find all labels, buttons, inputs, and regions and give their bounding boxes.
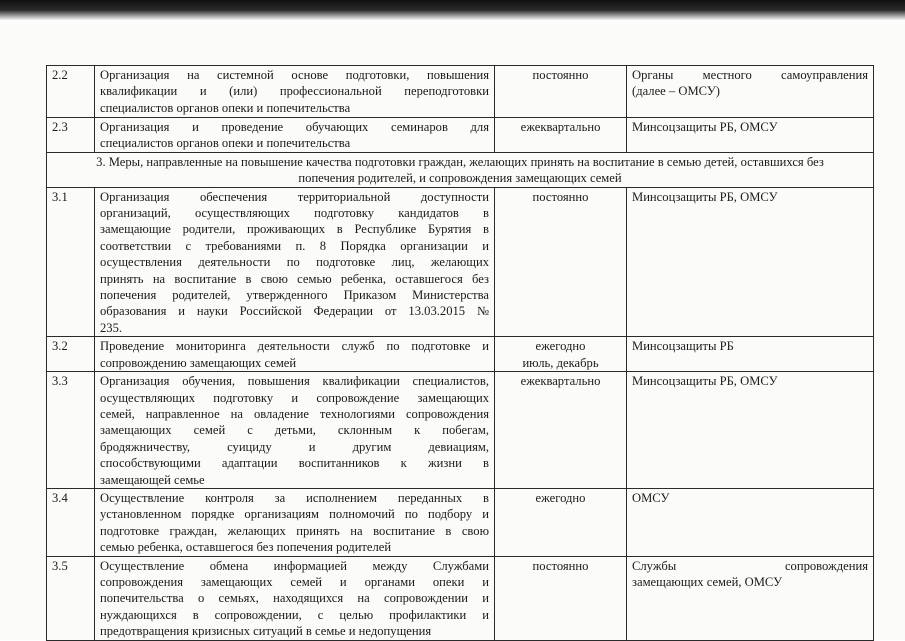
term-cell bbox=[495, 488, 627, 556]
table-row bbox=[47, 187, 874, 337]
term-line: постоянно bbox=[532, 189, 589, 204]
executor-line: (далее – ОМСУ) bbox=[632, 84, 720, 99]
item-number: 3.5 bbox=[47, 556, 95, 640]
term-cell: постоянно bbox=[495, 66, 627, 118]
activity-line: образования и науки Российской Федерации от 13.03.2015 № bbox=[100, 304, 489, 319]
activity-line: установленном порядке организациям полномочий по подбору и bbox=[100, 507, 489, 522]
term-cell bbox=[495, 337, 627, 372]
activity-line: предотвращения кризисных ситуаций в семье и недопущения bbox=[100, 624, 432, 639]
activity-line: Осуществление обмена информацией между Службами bbox=[100, 558, 489, 573]
table-row bbox=[47, 337, 874, 372]
activity-line: принять на воспитание в свою семью ребенка, оставшегося без bbox=[100, 271, 489, 286]
executor-cell bbox=[627, 556, 874, 640]
activity-cell bbox=[95, 118, 495, 153]
executor-line: Органы местного самоуправления bbox=[632, 68, 868, 82]
activity-line: специалистов органов опеки и попечительства bbox=[100, 136, 351, 151]
executor-cell bbox=[627, 372, 874, 489]
activity-line: Организация обеспечения территориальной доступности bbox=[100, 189, 489, 204]
executor-cell bbox=[627, 187, 874, 337]
activity-line: Организация на системной основе подготовки, повышения bbox=[100, 68, 489, 82]
activity-line: Осуществление контроля за исполнением переданных в bbox=[100, 490, 489, 505]
executor-line: замещающих семей, ОМСУ bbox=[632, 574, 783, 589]
measures-table bbox=[46, 65, 874, 641]
table-body-part-2 bbox=[47, 66, 874, 153]
executor-cell bbox=[627, 337, 874, 372]
item-number: 3.2 bbox=[47, 337, 95, 372]
executor-line: Минсоцзащиты РБ, ОМСУ bbox=[632, 189, 778, 204]
term-cell bbox=[495, 187, 627, 337]
activity-line: организаций, осуществляющих подготовку кандидатов в bbox=[100, 206, 489, 221]
activity-line: Проведение мониторинга деятельности служб по подготовке и bbox=[100, 339, 489, 354]
section-3-header bbox=[47, 152, 874, 187]
item-number: 3.4 bbox=[47, 488, 95, 556]
section-3-title bbox=[47, 152, 874, 187]
activity-line: нуждающихся в сопровождении, с целью профилактики и bbox=[100, 607, 489, 622]
term-cell bbox=[495, 556, 627, 640]
term-line: ежегодно bbox=[535, 339, 586, 354]
activity-line: специалистов органов опеки и попечительства bbox=[100, 100, 351, 115]
section-title-line: попечения родителей, и сопровождения замещающих семей bbox=[298, 171, 622, 186]
executor-cell bbox=[627, 488, 874, 556]
activity-line: сопровождению замещающих семей bbox=[100, 355, 297, 370]
term-line: ежеквартально bbox=[520, 374, 601, 389]
activity-line: семью ребенка, оставшегося без попечения родителей bbox=[100, 540, 392, 555]
activity-line: 235. bbox=[100, 320, 123, 335]
item-number: 3.1 bbox=[47, 187, 95, 337]
activity-line: сопровождения замещающих семей и органами опеки и bbox=[100, 574, 489, 589]
table-body-part-3 bbox=[47, 187, 874, 640]
scan-top-edge bbox=[0, 0, 905, 20]
activity-line: замещающие родители, проживающих в Республике Бурятия в bbox=[100, 222, 489, 237]
table-row bbox=[47, 118, 874, 153]
activity-line: Организация и проведение обучающих семинаров для bbox=[100, 120, 489, 134]
activity-line: бродяжничеству, суициду и другим девиациям, bbox=[100, 439, 489, 454]
executor-line: Службы сопровождения bbox=[632, 558, 868, 573]
activity-line: Организация обучения, повышения квалификации специалистов, bbox=[100, 374, 489, 389]
activity-cell bbox=[95, 66, 495, 118]
activity-line: замещающих семей с детьми, склонным к побегам, bbox=[100, 423, 489, 438]
executor-line: Минсоцзащиты РБ bbox=[632, 339, 734, 354]
activity-line: попечительства о семьях, находящихся на сопровождении и bbox=[100, 591, 489, 606]
activity-line: подготовке граждан, желающих принять на воспитание в свою bbox=[100, 523, 489, 538]
activity-cell bbox=[95, 337, 495, 372]
term-line: ежегодно bbox=[535, 490, 586, 505]
activity-cell bbox=[95, 488, 495, 556]
activity-line: осуществления деятельности по подготовке лиц, желающих bbox=[100, 255, 489, 270]
item-number: 2.2 bbox=[47, 66, 95, 118]
activity-line: семей, направленное на овладение технологиями сопровождения bbox=[100, 406, 489, 421]
activity-cell bbox=[95, 556, 495, 640]
section-row bbox=[47, 152, 874, 187]
executor-line: ОМСУ bbox=[632, 490, 670, 505]
table-row bbox=[47, 66, 874, 118]
term-cell: ежеквартально bbox=[495, 118, 627, 153]
activity-line: осуществляющих подготовку и сопровождение замещающих bbox=[100, 390, 489, 405]
term-cell bbox=[495, 372, 627, 489]
activity-cell bbox=[95, 372, 495, 489]
item-number: 2.3 bbox=[47, 118, 95, 153]
table-row bbox=[47, 372, 874, 489]
item-number: 3.3 bbox=[47, 372, 95, 489]
executor-line: Минсоцзащиты РБ, ОМСУ bbox=[632, 374, 778, 389]
executor-cell bbox=[627, 66, 874, 118]
activity-line: квалификации и (или) профессиональной переподготовки bbox=[100, 84, 489, 99]
activity-cell bbox=[95, 187, 495, 337]
table-row bbox=[47, 556, 874, 640]
activity-line: замещающей семье bbox=[100, 472, 205, 487]
table-row bbox=[47, 488, 874, 556]
section-title-line: 3. Меры, направленные на повышение качества подготовки граждан, желающих принять на воспитание в семью детей, оставшихся без bbox=[96, 154, 824, 169]
executor-line: Минсоцзащиты РБ, ОМСУ bbox=[632, 120, 778, 134]
term-line: постоянно bbox=[532, 558, 589, 573]
activity-line: соответствии с требованиями п. 8 Порядка организации и bbox=[100, 238, 489, 253]
term-line: июль, декабрь bbox=[522, 355, 599, 370]
executor-cell bbox=[627, 118, 874, 153]
activity-line: способствующими адаптации воспитанников к жизни в bbox=[100, 456, 489, 471]
activity-line: попечения родителей, утвержденного Приказом Министерства bbox=[100, 288, 489, 303]
